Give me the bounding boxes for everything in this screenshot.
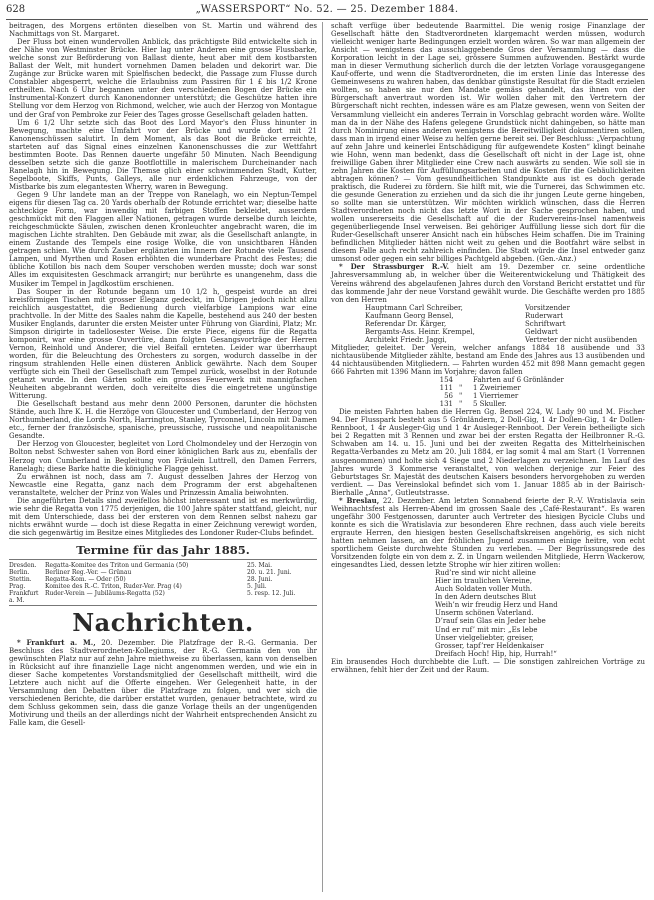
news-item-strassburg xyxy=(331,263,645,303)
termine-row xyxy=(9,590,317,604)
news-text: hielt am 19. Dezember cr. seine ordentliche Jahresversammlung ab, in welcher über die Weiterentwickelung und Thätigkeit des Vereins während des abgelaufenen Jahres durch den Vorstand Bericht erstattet und für das kommende Jahr der neue Vorstand gewählt wurde. Die Geschäfte werden pro 1885 von den Herren xyxy=(331,263,645,304)
poem-line: Unser vielgeliebter, greiser, xyxy=(435,633,534,642)
paragraph: Der Fluss bot einen wundervollen Anblick, das prächtigste Bild entwickelte sich in der Nähe von Westminster Brücke. Hier lag unter Anderen eine grosse Flussbarke, welche sonst zur Beförderung von Ballast diente, heut aber mit dem kostbarsten Ballast der Welt, mit hundert vornehmen Damen beladen und dekorirt war. Die Zugänge zur Brücke waren mit Spielfischen bedeckt, die Passage zum Flusse durch Constabler abgesperrt, welche die Erlaubniss zum Passiren für 1 £ bis 1/2 Krone ertheilten. Nach 6 Uhr begannen unter den verschiedenen Bogen der Brücke ein Instrumental-Konzert durch Kanonendonner unterstützt; die Geschütze hatten ihre Stellung vor dem Herzog von Richmond, welcher, wie auch der Herzog von Montague und der Graf von Pembroke zur Feier des Tages grosse Gesellschaft geladen hatten. xyxy=(9,38,317,119)
poem-line: Dreifach Hoch! Hip, hip, Hurrah!“ xyxy=(435,649,557,658)
member-name: Bergamts-Ass. Heinr. Krempel, xyxy=(365,327,475,336)
board-member xyxy=(331,328,645,336)
termine-row xyxy=(9,583,317,590)
termine-title: Termine für das Jahr 1885. xyxy=(76,543,250,557)
page-number: 628 xyxy=(6,4,26,15)
termine-name: Regatta-Kom. — Oder (50) xyxy=(45,576,126,583)
member-role: Vorsitzender xyxy=(525,303,570,312)
trip-stat xyxy=(331,384,645,392)
termine-date: 5. Juli. xyxy=(247,583,267,590)
news-lead: * Der Strassburger R.-V. xyxy=(339,262,450,272)
right-column xyxy=(331,22,645,674)
board-member xyxy=(331,304,645,312)
paragraph: Die meisten Fahrten haben die Herren Gg. Bensel 224, W. Lady 90 und M. Fischer 94. Der Flusspark besteht aus 5 Grönländern, 2 Doll-Gig, 1 4r Dollen-Gig, 1 4r Dollen-Rennboot, 1 4r Ausleger-Gig und 1 4r Ausleger-Rennboot. Der Verein betheiligte sich bei 2 Regatten mit 3 Rennen und zwar bei der ersten Regatta der Heilbronner R.-G. Schwaben am 14. u. 15. Juni und bei der zweiten Regatta des Mittelrheinischen Regatta-Verbandes zu Metz am 20. Juli 1884, er lag somit 4 mal am Start (1 Vorrennen ausgenommen) und holte sich 4 Siege und 2 Niederlagen zu verzeichnen. Im Lauf des Jahres wurde 3 Kommerse veranstaltet, von welchen derjenige zur Feier des Geburtstages Sr. Majestät des deutschen Kaisers besonders hervorgehoben zu werden verdient. — Das Vereinslokal befindet sich vom 1. Januar 1885 ab in der Bairisch-Bierhalle „Anna“, Gutleutstrasse. xyxy=(331,408,645,497)
trip-stat xyxy=(331,400,645,408)
termine-city: Frankfurt a. M. xyxy=(9,590,39,604)
poem-line: Rud’re sind wir nicht alleine xyxy=(435,569,536,578)
paragraph: Die angeführten Details sind zweifellos höchst interessant und ist es merkwürdig, wie sehr die Regatta von 1775 derjenigen, die 100 Jahre später stattfand, gleicht, nur mit dem Unterschiede, dass bei der ersteren von dem Rennen selbst nahezu gar nichts erwähnt wurde — doch ist diese Regatta in einer Zeichnung verewigt worden, die sich gegenwärtig im Besitze eines Mitgliedes des Londoner Ruder-Clubs befindet. xyxy=(9,496,317,537)
section-rule xyxy=(9,605,317,606)
termine-date: 28. Juni. xyxy=(247,576,273,583)
news-lead: * Frankfurt a. M., xyxy=(17,638,96,647)
paragraph: Mitglieder, geleitet. Der Verein, welcher anfangs 1884 18 ausübende und 33 nichtausübende Mitglieder zählte, bestand am Ende des Jahres aus 13 ausübenden und 44 nichtausübenden Mitgliedern. — Fahrten wurden 452 mit 898 Mann gemacht gegen 666 Fahrten mit 1396 Mann im Vorjahre; davon fallen xyxy=(331,343,645,377)
poem-line: Weih’n wir freudig Herz und Hand xyxy=(435,601,558,610)
termine-name: Ruder-Verein — Jubiläums-Regatta (52) xyxy=(45,590,165,597)
trip-stat xyxy=(331,376,645,384)
news-item-frankfurt xyxy=(9,639,317,728)
termine-date: 20. u. 21. Juni. xyxy=(247,569,292,576)
member-role: Ruderwart xyxy=(525,311,564,320)
termine-city: Berlin. xyxy=(9,569,30,576)
member-role: Geldwart xyxy=(525,327,558,336)
member-name: Kaufmann Georg Bensel, xyxy=(365,311,454,320)
nachrichten-title: Nachrichten. xyxy=(72,608,254,637)
termine-city: Dresden. xyxy=(9,562,37,569)
trip-count: 154 xyxy=(439,376,453,385)
paragraph: Der Herzog von Gloucester, begleitet von Lord Cholmondeley und der Herzogin von Bolton nebst Schwester sahen von Bord einer königlichen Bark aus zu, ebenfalls der Herzog von Cumberland in Begleitung von Fräulein Luttrell, den Damen Ferrers, Ranelagh; diese Barke hatte die königliche Flagge gehisst. xyxy=(9,440,317,473)
trip-stat xyxy=(331,392,645,400)
news-item-breslau xyxy=(331,497,645,569)
section-rule xyxy=(9,538,317,539)
trip-count: 131 xyxy=(439,400,453,409)
page-header xyxy=(6,4,648,18)
board-member xyxy=(331,320,645,328)
left-column xyxy=(9,22,317,728)
paragraph: Gegen 9 Uhr landete man an der Treppe von Ranelagh, wo ein Neptun-Tempel eigens für diesen Tag ca. 20 Yards oberhalb der Rotunde errichtet war; dieselbe hatte achteckige Form, war inwendig mit farbigen Stoffen bekleidet, ausserdem geschmückt mit den Flaggen aller Nationen, getragen wurde derselbe durch leichte, reichgeschmückte Säulen, zwischen denen Kronleuchter angebracht waren, die im magischen Lichte strahlten. Den Gebäude mit zwar, als die Gesellschaft anlangte, in einem Zustande des Tempels eine rosige Wolke, die von unsichtbaren Händen getragen schien. Wie durch Zauber erglänzten im Innern der Rotunde viele Tausend Lampen, und Myrthen und Rosen erhöhten die wunderbare Pracht des Festes; die übliche Kotillon bis nach dem Souper verschoben werden musste; doch war sonst Alles im exquisitesten Geschmack arrangirt; nur berührte es unangenehm, dass die Musiker im Tempel in Jagdkostüm erschienen. xyxy=(9,190,317,288)
board-member xyxy=(331,312,645,320)
poem-line: Und er ruf’ mit mir: „Es lebe xyxy=(435,625,538,634)
boat-type: 5 Skuller. xyxy=(473,400,507,409)
termine-name: Berliner Reg.-Ver. — Grünau xyxy=(45,569,132,576)
trip-count: 111 xyxy=(439,384,453,393)
poem-line: Auch Soldaten voller Muth. xyxy=(435,585,533,594)
magazine-title: „WASSERSPORT“ No. 52. — 25. Dezember 1884. xyxy=(195,4,459,15)
poem-line: Grosser, tapf’rer Heldenkaiser xyxy=(435,641,544,650)
termine-row xyxy=(9,562,317,569)
paragraph: beitragen, des Morgens ertönten dieselben von St. Martin und während des Nachmittags von St. Margaret. xyxy=(9,22,317,39)
member-name: Referendar Dr. Kärger, xyxy=(365,319,447,328)
termine-city: Prag. xyxy=(9,583,26,590)
board-member xyxy=(331,336,645,344)
ditto-mark: " xyxy=(459,392,463,401)
news-lead: * Breslau, xyxy=(339,495,380,505)
trip-count: 56 xyxy=(444,392,453,401)
poem-line: D’rauf sein Glas ein Jeder hebe xyxy=(435,617,546,626)
member-name: Hauptmann Carl Schreiber, xyxy=(365,303,463,312)
termine-date: 5. resp. 12. Juli. xyxy=(247,590,296,597)
paragraph: Die Gesellschaft bestand aus mehr denn 2000 Personen, darunter die höchsten Stände, auch Ihre K. H. die Herzöge von Gloucester und Cumberland, der Herzog von Northumberland, die Lords North, Harrington, Stanley, Tyrconnel, Lincoln mit Damen etc., ferner der französische, spanische, preussische, russische und neapolitanische Gesandte. xyxy=(9,400,317,441)
column-divider xyxy=(322,22,323,892)
ditto-mark: " xyxy=(459,400,463,409)
boat-type: 1 Vierriemer xyxy=(473,392,519,401)
paragraph: Um 6 1/2 Uhr setzte sich das Boot des Lord Mayor's den Fluss hinunter in Bewegung, machte eine Umfahrt vor der Brücke und wurde dort mit 21 Kanonenschüssen salutirt. In dem Moment, als das Boot die Brücke erreichte, starteten auf das Signal eines einzelnen Kanonenschusses die zur Wettfahrt bestimmten Boote. Das Rennen dauerte ungefähr 50 Minuten. Nach Beendigung desselben setzte sich die ganze Bootflottille in malerischem Durcheinander nach Ranelagh hin in Bewegung. Die Themse glich einer schwimmenden Stadt, Kutter, Segelboote, Skiffs, Punts, Galleys, alle nur erdenklichen Fahrzeuge, von der Mistbarke bis zum elegantesten Wherry, waren in Bewegung. xyxy=(9,118,317,191)
ditto-mark xyxy=(459,376,473,384)
paragraph: Das Souper in der Rotunde begann um 10 1/2 h, gespeist wurde an drei kreisförmigen Tischen mit grosser Eleganz gedeckt, im Übrigen jedoch nicht allzu reichlich ausgestattet, die Bedienung durch vielfarbige Lampions war eine prachtvolle. In der Mitte des Saales nahm die Kapelle, bestehend aus 240 der besten Musiker Englands, darunter die ersten Meister unter Führung von Giardini, Platz; Mr. Simpson dirigirte in tadellosester Weise. Die erste Piece, eigens für die Regatta komponirt, war eine grosse Ouvertüre, dann folgten Gesangsvorträge der Herren Vernon, Reinhold und Anderer, die viel Beifall ernteten. Leider war überrhaupt worden, für die Beleuchtung des Orchesters zu sorgen, wodurch dasselbe in der ringsum strahlenden Helle einen düsteren Anblick gewährte. Nach dem Souper verfügte sich ein Theil der Gesellschaft zum Tempel zurück, woselbst in der Rotunde getanzt wurde. In den Gärten sollte ein grosses Feuerwerk mit mannigfachen Neuheiten abgebrannt werden, doch vereitelte dies die eingetretene ungünstige Witterung. xyxy=(9,287,317,401)
termine-city: Stettin. xyxy=(9,576,32,583)
poem-line: Unserm schönen Vaterland. xyxy=(435,609,534,618)
poem-line: In den Adern deutsches Blut xyxy=(435,593,537,602)
termine-name: Komitee des R.-C. Triton, Ruder-Ver. Prag (4) xyxy=(45,583,182,590)
paragraph: Zu erwähnen ist noch, dass am 7. August desselben Jahres der Herzog von Newcastle eine Regatta, ganz nach dem Programm der erst abgehaltenen veranstaltete, welcher der Prinz von Wales und Prinzessin Amalia beiwohnten. xyxy=(9,472,317,497)
termine-row xyxy=(9,576,317,583)
header-rule xyxy=(6,19,648,20)
poem-line: Hier im traulichen Vereine, xyxy=(435,577,532,586)
termine-row xyxy=(9,569,317,576)
section-rule xyxy=(9,559,317,560)
paragraph: schaft verfüge über bedeutende Baarmittel. Die wenig rosige Finanzlage der Gesellschaft hätte den Stadtverordneten klargemacht werden müssen, wodurch vielleicht weniger harte Bedingungen erzielt worden wären. So war man allgemein der Ansicht — wenigstens das ausschlaggebende Gros der Versammlung — dass die Korporation leicht in der Lage sei, grössere Summen aufzuwenden. Bestärkt wurde man in dieser Vermuthung sicherlich durch die der letzten Vorlage vorausgegangene Kauf-offerte, und wenn die Stadtverordneten, die im ersten Linie das Interesse des Gemeinwesens zu wahren haben, das denkbar günstigste Resultat für die Stadt erzielen wollten, so haben sie nur den Mandate gemäss gehandelt, das ihnen von der Bürgerschaft anvertraut worden ist. Wir wollen daher mit den Vertretern der Bürgerschaft nicht rechten, indessen wäre es am Platze gewesen, wenn von Seiten der Versammlung vielleicht ein anderes Terrain in Vorschlag gebracht worden wäre. Wollte man da in der Nähe des Hafens gelegene Grundstück nicht dahingeben, so hätte man durch Nominirung eines anderen wenigstens die Bereitwilligkeit dokumentiren sollen, dass man in irgend einer Weise zu helfen gerne bereit sei. Der Beschluss: „Verpachtung auf zehn Jahre und keinerlei Entschädigung für aufgewendete Kosten“ klingt beinahe wie Hohn, wenn man bedenkt, dass die Gesellschaft oft nicht in der Lage ist, ohne freiwillige Gaben ihrer Mitglieder eine Crew nach auswärts zu senden. Wie soll sie in zehn Jahren die Kosten für Auffüllungsarbeiten und die Kosten für die Gebäulichkeiten abtragen können? — Vom gesundheitlichen Standpunkte aus ist es doch gerade praktisch, die Ruderei zu fördern. Sie hilft mit, wie die Turnerei, das Schwimmen etc. die gesunde Generation zu erziehen und da sich die ihr jungen Leute gerne hingeben, so sollte man sie unterstützen. Wir möchten wirklich wünschen, dass die Herren Stadtverordneten noch nicht das letzte Wort in der Sache gesprochen haben, und wollen unsererseits die Gesellschaft auf die der Rudervereins-Insel namentweis gegenüberliegende Insel verweisen. Bei gehöriger Auffüllung liesse sich dort für die Ruder-Gesellschaft unserer Ansicht nach ein hübsches Heim schaffen. Die im Training befindlichen Mitglieder hätten nicht weit zu gehen und die Bootfahrt wäre selbst in diesem Falle auch recht zahlreich einfinden. Die Stadt würde die Insel entweder ganz umsonst oder gegen ein sehr billiges Pachtgeld abgeben. (Gen.-Anz.) xyxy=(331,22,645,264)
boat-type: Fahrten auf 6 Grönländer xyxy=(473,376,564,385)
member-name: Architekt Friedr. Jaggi, xyxy=(365,335,447,344)
member-role: Schriftwart xyxy=(525,319,566,328)
member-role: Vertreter der nicht ausübenden xyxy=(525,335,638,344)
news-text: 22. Dezember. Am letzten Sonnabend feierte der R.-V. Wratislavia sein Weihnachtsfest als Herren-Abend im grossen Saale des „Café-Restaurant“. Es waren ungefähr 300 Festgenossen, darunter auch Vertreter des hiesigen Bycicle Clubs und konnte es sich die Wratislavia zur besonderen Ehre rechnen, dass auch viele bereits ergraute Herren, den hiesigen besten Gesellschaftskreisen angehörig, es sich nicht hatten nehmen lassen, an der fröhlichen Jugend zusammen einige heitre, von echt sportlichem Geiste durchwehte Stunden zu verleben. — Der Begrüssungsrede des Vorsitzenden folgte ein von dem z. Z. in Ungarn weilenden Mitgliede, Herrn Wackerow, eingesandtes Lied, dessen letzte Strophe wir hier zitiren wollen: xyxy=(331,496,645,570)
paragraph: Ein brausendes Hoch durchbebte die Luft. — Die sonstigen zahlreichen Vorträge zu erwähnen, fehlt hier der Zeit und der Raum. xyxy=(331,657,645,674)
termine-name: Regatta-Komitee des Triton und Germania (50) xyxy=(45,562,189,569)
news-text: 20. Dezember. Die Platzfrage der R.-G. Germania. Der Beschluss des Stadtverordneten-Kollegiums, der R.-G. Germania den von ihr gewünschten Platz nur auf zehn Jahre miethweise zu überlassen, kann von denselben in Rücksicht auf ihre finanzielle Lage nicht angenommen werden, und wie ein in dieser Sache kompetentes Vorstandsmitglied der Gesellschaft mittheilt, wird die Letztere auch nicht auf die Offerte eingehen. Wer Gelegenheit hatte, in der Versammlung den Debatten über die Platzfrage zu folgen, und wer sich die verschiedenen Berichte, die darüber erstattet wurden, genauer betrachtete, wird zu dem Schluss gekommen sein, dass die ganze Vorlage theils an der ungenügenden Motivirung und theils an der allerdings nicht der Wahrheit entsprechenden Ansicht zu Falle kam, die Gesell- xyxy=(9,639,317,728)
termine-date: 25. Mai. xyxy=(247,562,272,569)
boat-type: 1 Zweiriemer xyxy=(473,384,521,393)
ditto-mark: " xyxy=(459,384,463,393)
poem-stanza xyxy=(331,569,645,658)
